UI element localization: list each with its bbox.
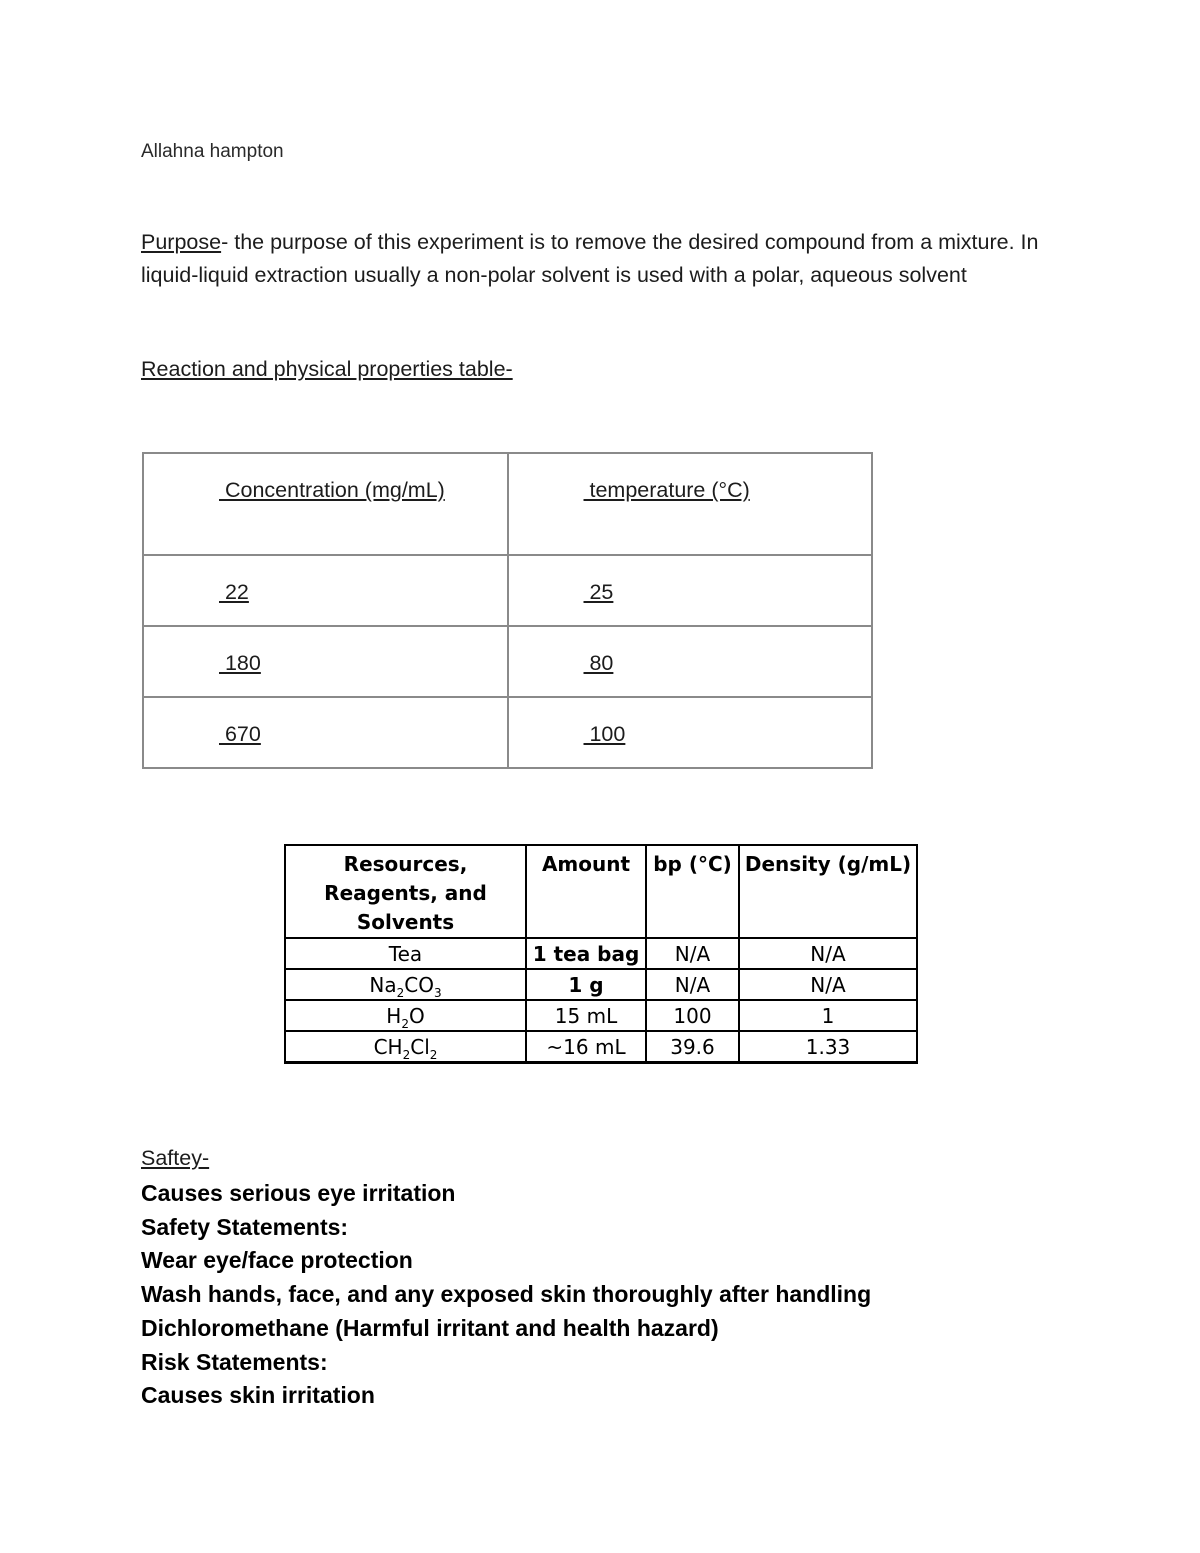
- concentration-value: 670: [219, 722, 261, 746]
- formula-subscript: 3: [433, 985, 442, 1000]
- reagent-amount: ~16 mL: [526, 1031, 646, 1063]
- safety-heading: Saftey-: [141, 1146, 210, 1170]
- temperature-value: 100: [583, 722, 626, 746]
- reagent-density: N/A: [739, 969, 917, 1000]
- reagents-header-density: Density (g/mL): [739, 845, 917, 938]
- reagents-header-bp: bp (°C): [646, 845, 739, 938]
- concentration-value: 22: [219, 580, 249, 604]
- concentration-value: 180: [219, 651, 261, 675]
- table-row: [285, 969, 917, 1000]
- reagent-density: 1.33: [739, 1031, 917, 1063]
- table-row: [143, 697, 872, 768]
- properties-table-heading: Reaction and physical properties table-: [141, 357, 513, 381]
- reagent-amount: 1 tea bag: [526, 938, 646, 969]
- formula-part: O: [408, 1003, 425, 1028]
- reagents-header-amount: Amount: [526, 845, 646, 938]
- formula-part: CH: [373, 1034, 403, 1059]
- reagent-density: N/A: [739, 938, 917, 969]
- table-row: [143, 626, 872, 697]
- temperature-value: 80: [583, 651, 614, 675]
- formula-subscript: 2: [401, 1016, 409, 1031]
- reagent-name: [285, 1000, 526, 1031]
- reagent-density: 1: [739, 1000, 917, 1031]
- properties-header-cell: [508, 453, 873, 555]
- formula-part: H: [386, 1003, 402, 1028]
- properties-table-header-row: [143, 453, 872, 555]
- reagents-table: [284, 844, 918, 1064]
- temperature-header: temperature (°C): [583, 478, 750, 502]
- table-cell: [508, 555, 873, 626]
- reagent-name: Tea: [285, 938, 526, 969]
- reagents-header-name: Resources, Reagents, and Solvents: [285, 845, 526, 938]
- reagent-name: [285, 969, 526, 1000]
- concentration-header: Concentration (mg/mL): [219, 478, 445, 502]
- reagent-amount: 1 g: [526, 969, 646, 1000]
- reagent-bp: N/A: [646, 938, 739, 969]
- table-row: [285, 1000, 917, 1031]
- formula-part: Cl: [410, 1034, 430, 1059]
- safety-line: Dichloromethane (Harmful irritant and health hazard): [141, 1314, 719, 1341]
- properties-header-cell: [143, 453, 508, 555]
- formula-subscript: 2: [402, 1047, 411, 1062]
- purpose-text: - the purpose of this experiment is to remove the desired compound from a mixture. In liquid-liquid extraction usually a non-polar solvent is used with a polar, aqueous solvent: [141, 230, 1039, 287]
- author-name: Allahna hampton: [141, 141, 284, 162]
- safety-line: Risk Statements:: [141, 1348, 328, 1375]
- table-cell: [143, 697, 508, 768]
- table-cell: [143, 555, 508, 626]
- purpose-label: Purpose: [141, 230, 222, 254]
- safety-line: Causes serious eye irritation: [141, 1180, 456, 1206]
- formula-subscript: 2: [396, 985, 405, 1000]
- table-cell: [508, 626, 873, 697]
- temperature-value: 25: [583, 580, 614, 604]
- purpose-paragraph: [141, 226, 1071, 291]
- safety-line: Causes skin irritation: [141, 1382, 375, 1409]
- table-cell: [508, 697, 873, 768]
- safety-line: Safety Statements:: [141, 1213, 349, 1240]
- reagent-name: [285, 1031, 526, 1063]
- formula-part: Na: [369, 972, 397, 997]
- formula-subscript: 2: [429, 1047, 438, 1062]
- formula-part: CO: [404, 972, 434, 997]
- safety-statements: [141, 1177, 871, 1413]
- reagent-bp: N/A: [646, 969, 739, 1000]
- reagent-bp: 100: [646, 1000, 739, 1031]
- safety-line: Wear eye/face protection: [141, 1247, 413, 1274]
- reagent-bp: 39.6: [646, 1031, 739, 1063]
- table-row: [143, 555, 872, 626]
- table-row: [285, 1031, 917, 1063]
- reagent-amount: 15 mL: [526, 1000, 646, 1031]
- reagents-table-header-row: [285, 845, 917, 938]
- table-cell: [143, 626, 508, 697]
- table-row: [285, 938, 917, 969]
- properties-table: [142, 452, 873, 769]
- safety-line: Wash hands, face, and any exposed skin thoroughly after handling: [141, 1281, 872, 1308]
